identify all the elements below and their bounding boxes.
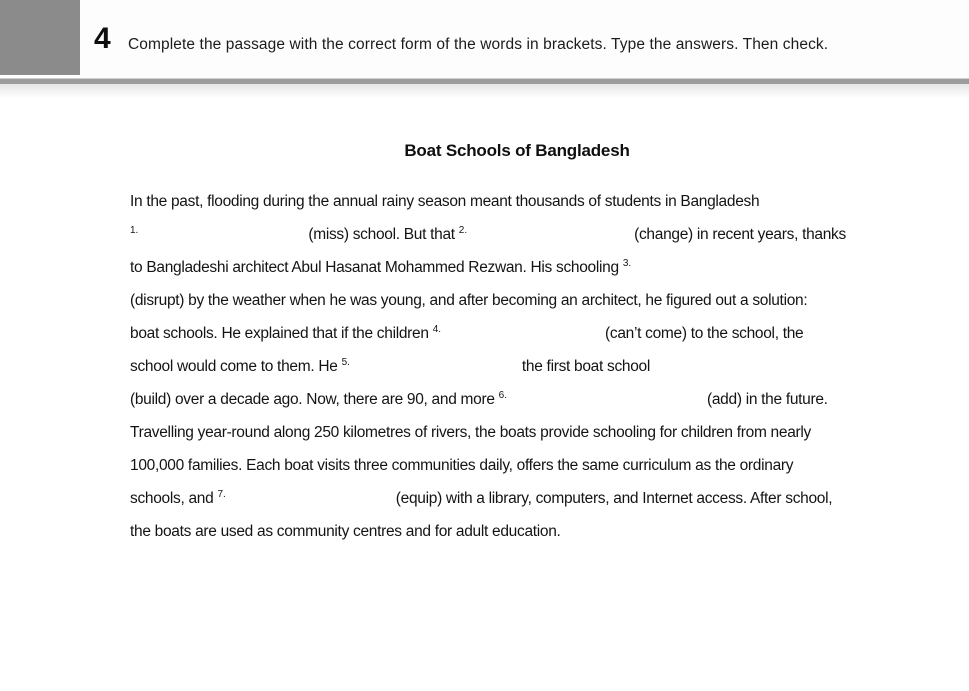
answer-blank-6[interactable] — [509, 389, 707, 411]
passage-text: (can’t come) to the school, the — [605, 325, 804, 342]
answer-blank-4[interactable] — [443, 323, 605, 345]
passage-text: (add) in the future. — [707, 391, 828, 408]
passage-text: the boats are used as community centres and for adult education. — [130, 523, 561, 540]
blank-number: 6. — [498, 390, 507, 401]
answer-blank-7[interactable] — [228, 488, 396, 510]
answer-blank-3[interactable] — [633, 257, 833, 279]
passage-text: Travelling year-round along 250 kilometres of rivers, the boats provide schooling for children from nearly — [130, 424, 811, 441]
passage-body — [130, 185, 935, 548]
passage-line — [130, 482, 935, 515]
passage-text: school would come to them. He — [130, 358, 342, 375]
passage-text: (disrupt) by the weather when he was young, and after becoming an architect, he figured out a solution: — [130, 292, 808, 309]
corner-square-decoration — [0, 0, 80, 75]
passage-line — [130, 317, 935, 350]
passage-text: (equip) with a library, computers, and Internet access. After school, — [395, 490, 833, 507]
answer-blank-5[interactable] — [352, 356, 522, 378]
passage-line — [130, 185, 935, 218]
header-divider-shadow — [0, 84, 969, 98]
exercise-instruction: Complete the passage with the correct form of the words in brackets. Type the answers. Then check. — [128, 36, 829, 53]
blank-number: 2. — [458, 225, 468, 236]
passage-text: (build) over a decade ago. Now, there are 90, and more — [130, 391, 499, 408]
passage-line — [130, 449, 935, 482]
passage-line — [130, 515, 935, 548]
passage-text: 100,000 families. Each boat visits three communities daily, offers the same curriculum as the ordinary — [130, 457, 794, 474]
passage-title: Boat Schools of Bangladesh — [404, 141, 630, 160]
passage-text: the first boat school — [521, 358, 651, 375]
passage-text: In the past, flooding during the annual rainy season meant thousands of students in Bangladesh — [130, 193, 760, 210]
blank-number: 7. — [217, 489, 226, 500]
answer-blank-2[interactable] — [469, 224, 634, 246]
passage-text: boat schools. He explained that if the children — [130, 325, 433, 342]
passage-line — [130, 284, 935, 317]
blank-number: 1. — [130, 225, 139, 236]
passage-line — [130, 350, 935, 383]
passage-line — [130, 416, 935, 449]
answer-blank-1[interactable] — [140, 224, 308, 246]
passage-text: (change) in recent years, thanks — [634, 226, 846, 243]
exercise-number: 4 — [94, 22, 111, 55]
exercise-header — [0, 0, 969, 78]
blank-number: 3. — [622, 258, 632, 269]
passage-text: to Bangladeshi architect Abul Hasanat Mohammed Rezwan. His schooling — [130, 259, 623, 276]
blank-number: 4. — [432, 324, 442, 335]
passage-text: (miss) school. But that — [308, 226, 459, 243]
blank-number: 5. — [341, 357, 350, 368]
passage-text: schools, and — [130, 490, 218, 507]
passage-line — [130, 251, 935, 284]
passage-line — [130, 218, 935, 251]
passage-line — [130, 383, 935, 416]
